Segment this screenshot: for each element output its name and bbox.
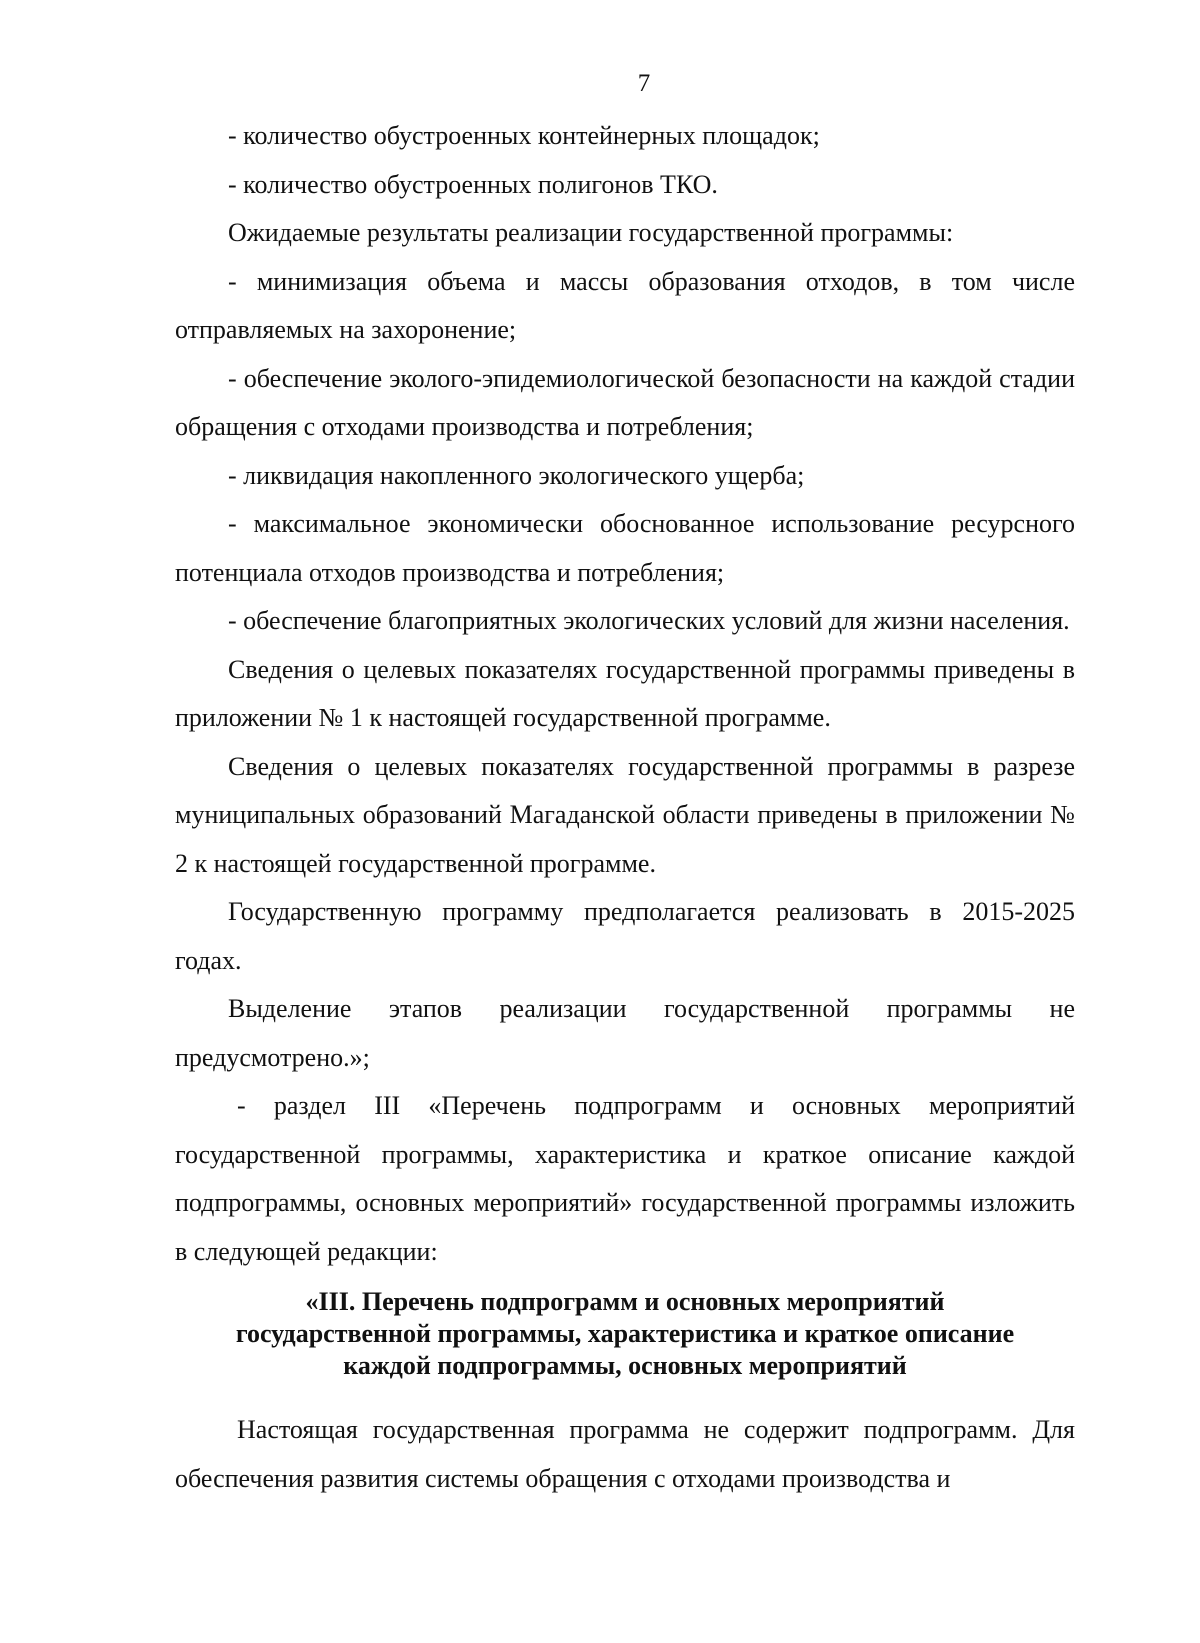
paragraph: Ожидаемые результаты реализации государственной программы:: [228, 218, 954, 247]
document-body: [175, 112, 1075, 1503]
paragraph: - раздел III «Перечень подпрограмм и основных мероприятий государственной программы, характеристика и краткое описание каждой подпрограммы, основных мероприятий» государственной программы изложить в следующей редакции:: [175, 1091, 1075, 1266]
paragraph: - минимизация объема и массы образования отходов, в том числе отправляемых на захоронение;: [175, 266, 1075, 344]
paragraph: - обеспечение эколого-эпидемиологической безопасности на каждой стадии обращения с отходами производства и потребления;: [175, 363, 1075, 441]
paragraph: - максимальное экономически обоснованное использование ресурсного потенциала отходов производства и потребления;: [175, 509, 1075, 587]
heading-line: государственной программы, характеристика и краткое описание: [235, 1319, 1015, 1348]
paragraph: - количество обустроенных полигонов ТКО.: [228, 169, 718, 199]
paragraph: Сведения о целевых показателях государственной программы в разрезе муниципальных образований Магаданской области приведены в приложении № 2 к настоящей государственной программе.: [175, 751, 1075, 878]
heading-line: «III. Перечень подпрограмм и основных мероприятий: [305, 1287, 945, 1316]
paragraph: - ликвидация накопленного экологического ущерба;: [228, 460, 805, 490]
paragraph: Сведения о целевых показателях государственной программы приведены в приложении № 1 к настоящей государственной программе.: [175, 654, 1075, 732]
paragraph: Настоящая государственная программа не содержит подпрограмм. Для обеспечения развития системы обращения с отходами производства и: [175, 1415, 1075, 1493]
paragraph: Государственную программу предполагается реализовать в 2015-2025 годах.: [175, 897, 1075, 975]
paragraph: - количество обустроенных контейнерных площадок;: [228, 121, 820, 150]
heading-line: каждой подпрограммы, основных мероприятий: [343, 1351, 907, 1380]
paragraph: Выделение этапов реализации государственной программы не предусмотрено.»;: [175, 994, 1075, 1072]
page-number: 7: [637, 70, 651, 97]
paragraph: - обеспечение благоприятных экологических условий для жизни населения.: [228, 606, 1070, 635]
section-heading: [175, 1286, 1075, 1382]
